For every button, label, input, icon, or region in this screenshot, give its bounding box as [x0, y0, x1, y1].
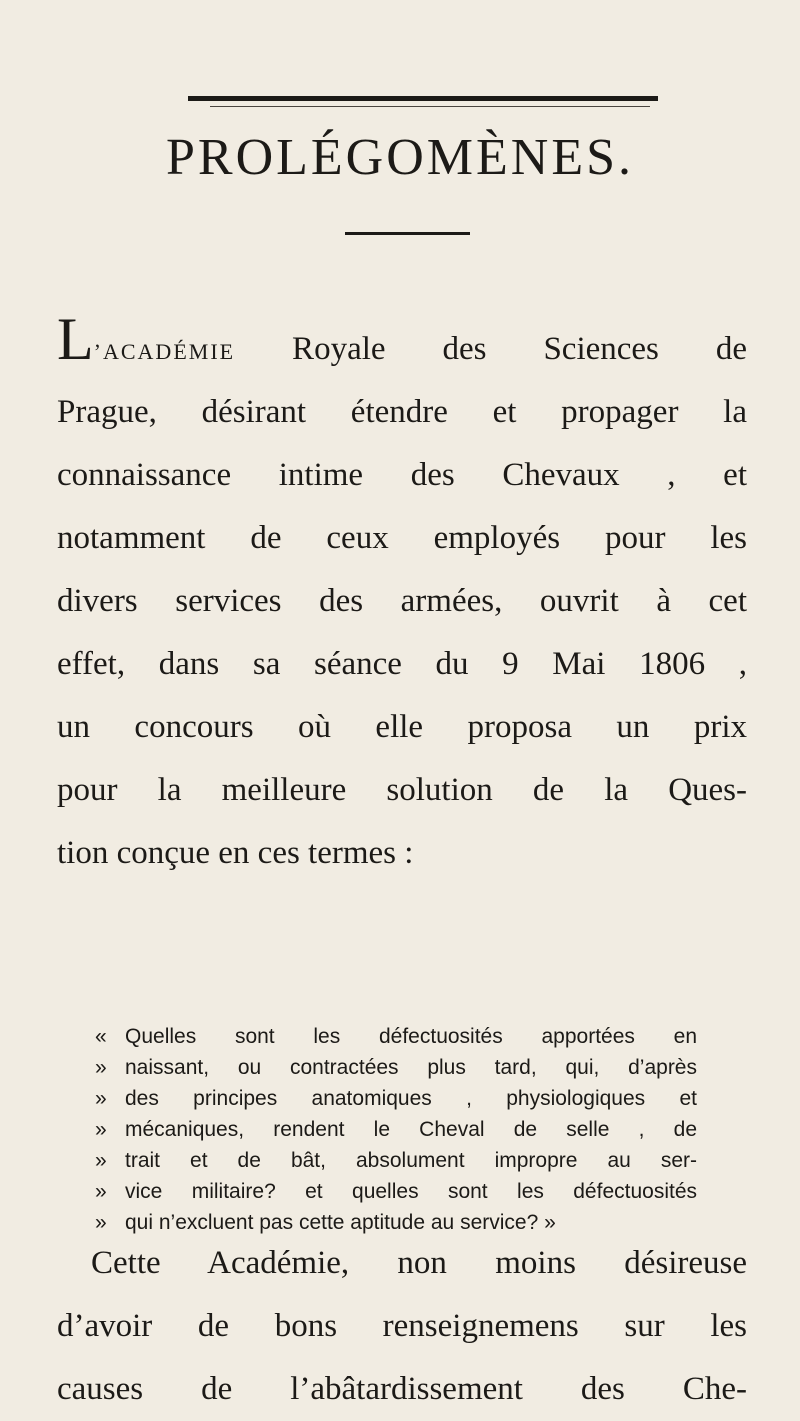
paragraph-1-line: connaissance intime des Chevaux , et	[57, 457, 747, 493]
paragraph-1	[57, 306, 747, 885]
quote-line	[95, 1052, 715, 1083]
paragraph-1-line: Prague, désirant étendre et propager la	[57, 394, 747, 430]
paragraph-2	[57, 1232, 747, 1421]
quote-mark: »	[95, 1211, 107, 1234]
quote-text: naissant, ou contractées plus tard, qui, d’après	[125, 1056, 697, 1079]
quote-line	[95, 1083, 715, 1114]
paragraph-1-line: tion conçue en ces termes :	[57, 835, 414, 871]
quote-text: mécaniques, rendent le Cheval de selle , de	[125, 1118, 697, 1141]
quote-mark: »	[95, 1056, 107, 1079]
paragraph-1-line: divers services des armées, ouvrit à cet	[57, 583, 747, 619]
quote-mark: »	[95, 1087, 107, 1110]
prize-question-quote	[95, 1021, 715, 1238]
top-ornamental-rule	[188, 96, 658, 101]
quote-line	[95, 1176, 715, 1207]
paragraph-2-line: Cette Académie, non moins désireuse	[91, 1245, 747, 1281]
quote-line	[95, 1145, 715, 1176]
title-divider-rule	[345, 232, 470, 235]
quote-text: vice militaire? et quelles sont les défectuosités	[125, 1180, 697, 1203]
drop-cap: L	[57, 306, 94, 372]
quote-mark: »	[95, 1149, 107, 1172]
paragraph-1-line: notamment de ceux employés pour les	[57, 520, 747, 556]
quote-line	[95, 1021, 715, 1052]
paragraph-2-line: causes de l’abâtardissement des Che-	[57, 1371, 747, 1407]
paragraph-1-line: pour la meilleure solution de la Ques-	[57, 772, 747, 808]
paragraph-1-line-1	[57, 306, 747, 381]
paragraph-1-line: effet, dans sa séance du 9 Mai 1806 ,	[57, 646, 747, 682]
quote-text: Quelles sont les défectuosités apportées en	[125, 1025, 697, 1048]
paragraph-2-line: d’avoir de bons renseignemens sur les	[57, 1308, 747, 1344]
quote-text: des principes anatomiques , physiologiques et	[125, 1087, 697, 1110]
page-title: PROLÉGOMÈNES.	[165, 129, 635, 186]
top-thin-rule	[210, 106, 650, 107]
quote-line	[95, 1114, 715, 1145]
quote-text: trait et de bât, absolument impropre au ser-	[125, 1149, 697, 1172]
quote-text: qui n’excluent pas cette aptitude au service? »	[125, 1211, 556, 1234]
line-text: Royale des Sciences de	[235, 331, 747, 367]
small-caps-word: ’ACADÉMIE	[93, 339, 236, 364]
paragraph-1-line: un concours où elle proposa un prix	[57, 709, 747, 745]
quote-mark: «	[95, 1025, 107, 1048]
quote-mark: »	[95, 1118, 107, 1141]
quote-mark: »	[95, 1180, 107, 1203]
